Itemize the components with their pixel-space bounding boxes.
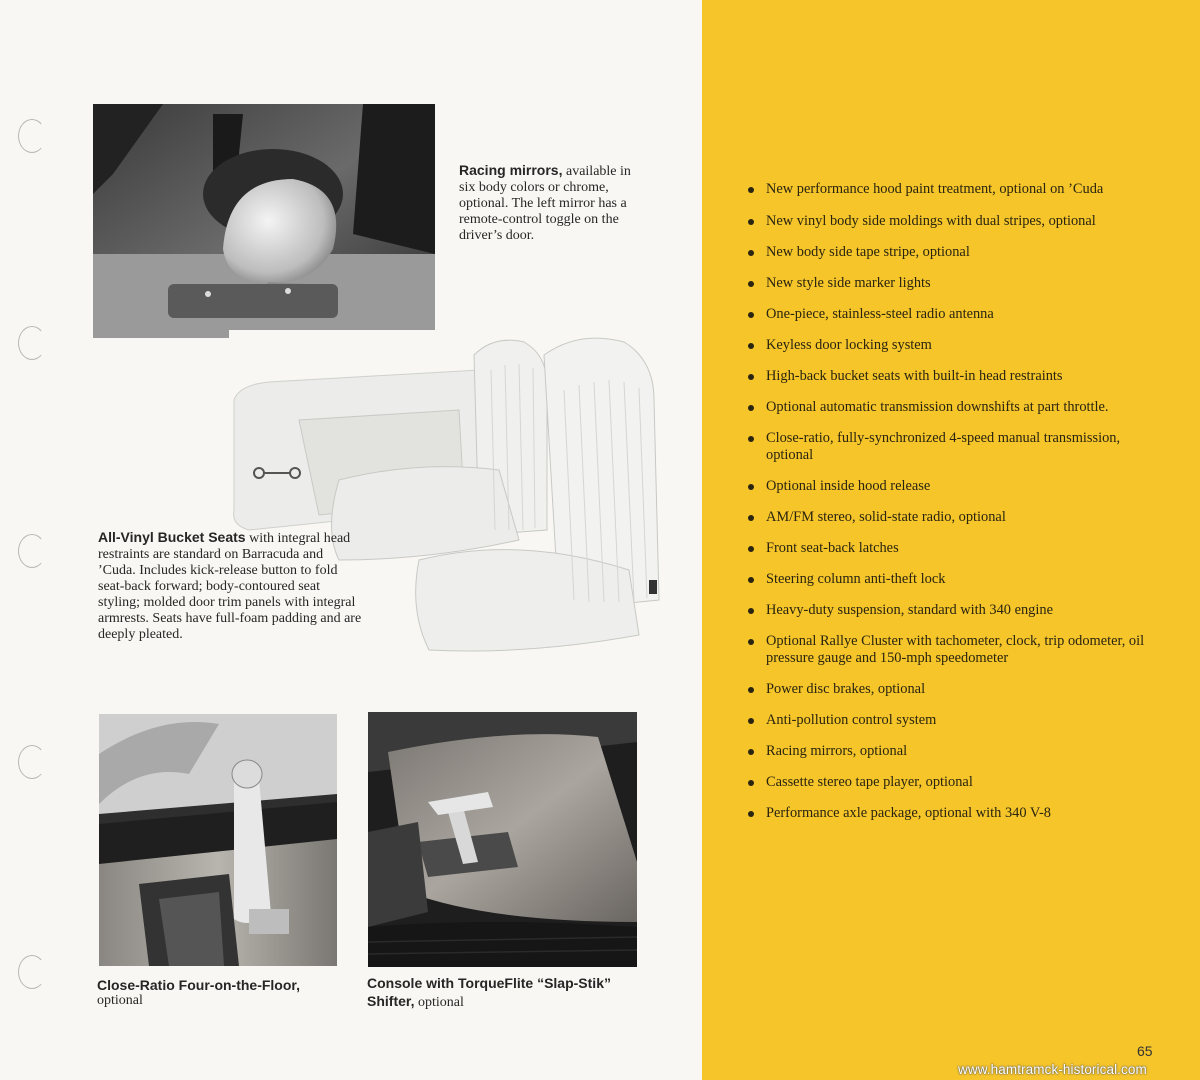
bullet-icon — [748, 436, 754, 442]
bullet-icon — [748, 312, 754, 318]
watermark-url[interactable]: www.hamtramck-historical.com — [958, 1062, 1147, 1077]
bullet-icon — [748, 250, 754, 256]
bullet-icon — [748, 608, 754, 614]
bullet-icon — [748, 374, 754, 380]
caption-body: optional — [97, 993, 143, 1008]
list-item: Steering column anti-theft lock — [748, 571, 1148, 588]
four-on-floor-caption — [97, 977, 347, 1009]
list-item: Power disc brakes, optional — [748, 681, 1148, 698]
bucket-seats-caption — [98, 529, 363, 643]
caption-lead: Console with TorqueFlite “Slap-Stik” Shifter, — [367, 975, 611, 1009]
list-item: Optional Rallye Cluster with tachometer, clock, trip odometer, oil pressure gauge and 150-mph speedometer — [748, 633, 1148, 667]
bullet-icon — [748, 811, 754, 817]
list-item: New performance hood paint treatment, optional on ’Cuda — [748, 181, 1148, 198]
racing-mirrors-caption — [459, 162, 639, 244]
caption-body: optional — [414, 995, 464, 1010]
list-item: AM/FM stereo, solid-state radio, optional — [748, 509, 1148, 526]
binder-hole — [18, 534, 46, 568]
bullet-icon — [748, 405, 754, 411]
list-item: One-piece, stainless-steel radio antenna — [748, 306, 1148, 323]
list-item: Heavy-duty suspension, standard with 340 engine — [748, 602, 1148, 619]
bullet-icon — [748, 749, 754, 755]
list-item: High-back bucket seats with built-in head restraints — [748, 368, 1148, 385]
bullet-icon — [748, 577, 754, 583]
bullet-icon — [748, 780, 754, 786]
bullet-icon — [748, 187, 754, 193]
bullet-icon — [748, 484, 754, 490]
list-item: Close-ratio, fully-synchronized 4-speed manual transmission, optional — [748, 430, 1148, 464]
binder-hole — [18, 955, 46, 989]
console-shifter-caption — [367, 975, 657, 1011]
list-item: Cassette stereo tape player, optional — [748, 774, 1148, 791]
caption-body: available in six body colors or chrome, optional. The left mirror has a remote-control toggle on the driver’s door. — [459, 164, 631, 243]
list-item: New body side tape stripe, optional — [748, 244, 1148, 261]
racing-mirror-photo — [93, 104, 435, 338]
bullet-icon — [748, 281, 754, 287]
bullet-icon — [748, 639, 754, 645]
list-item: Anti-pollution control system — [748, 712, 1148, 729]
page-number: 65 — [1137, 1043, 1153, 1059]
list-item: New style side marker lights — [748, 275, 1148, 292]
binder-hole — [18, 326, 46, 360]
list-item: Keyless door locking system — [748, 337, 1148, 354]
list-item: Racing mirrors, optional — [748, 743, 1148, 760]
list-item: New vinyl body side moldings with dual stripes, optional — [748, 213, 1148, 230]
caption-lead: Close-Ratio Four-on-the-Floor, — [97, 977, 300, 993]
binder-hole — [18, 745, 46, 779]
bullet-icon — [748, 515, 754, 521]
console-shifter-photo — [368, 712, 637, 967]
binder-hole — [18, 119, 46, 153]
feature-list — [748, 181, 1148, 822]
caption-lead: Racing mirrors, — [459, 162, 563, 178]
bullet-icon — [748, 546, 754, 552]
list-item: Performance axle package, optional with 340 V-8 — [748, 805, 1148, 822]
caption-body: with integral head restraints are standard on Barracuda and ’Cuda. Includes kick-release button to fold seat-back forward; body-contoured seat styling; molded door trim panels with integral armrests. Seats have full-foam padding and are deeply pleated. — [98, 531, 362, 642]
bullet-icon — [748, 343, 754, 349]
bucket-seats-photo — [229, 330, 669, 700]
bullet-icon — [748, 718, 754, 724]
list-item: Optional automatic transmission downshifts at part throttle. — [748, 399, 1148, 416]
four-on-floor-photo — [99, 714, 337, 966]
bullet-icon — [748, 687, 754, 693]
caption-lead: All-Vinyl Bucket Seats — [98, 529, 246, 545]
bullet-icon — [748, 219, 754, 225]
list-item: Optional inside hood release — [748, 478, 1148, 495]
list-item: Front seat-back latches — [748, 540, 1148, 557]
